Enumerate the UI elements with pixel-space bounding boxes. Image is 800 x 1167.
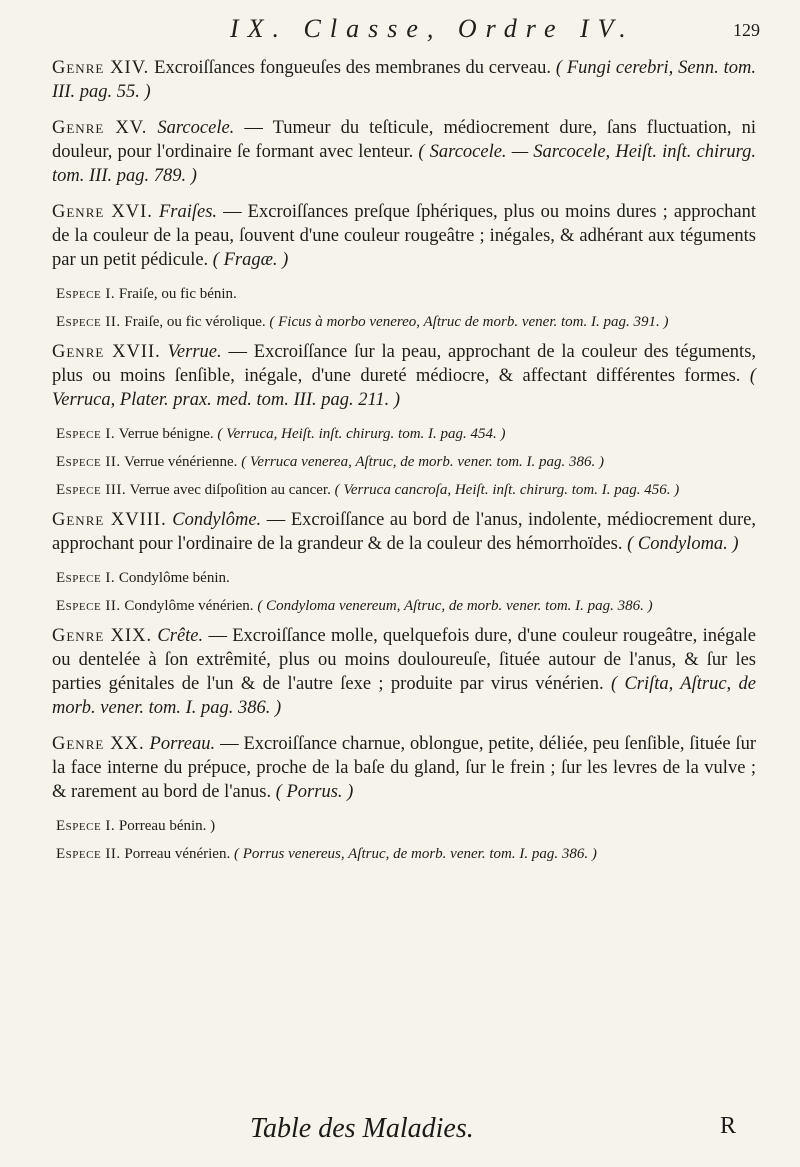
genre-name: Verrue. (167, 342, 222, 362)
genre-heading: Genre XVII. (52, 342, 161, 362)
espece-heading: Espece II. (56, 454, 121, 470)
genre-heading: Genre XV. (52, 118, 148, 138)
genre-reference: ( Verruca, Plater. prax. med. tom. III. pag. 211. ) (52, 366, 756, 410)
genre-description: — Excroiſſance ſur la peau, approchant de la couleur des téguments, plus ou moins ſenſible, inégale, d'une dureté médiocre, & affectant différentes formes. (52, 342, 757, 386)
genre-reference: ( Sarcocele. — Sarcocele, Heiſt. inſt. chirurg. tom. III. pag. 789. ) (52, 142, 756, 186)
espece-reference: ( Verruca venerea, Aſtruc, de morb. vener. tom. I. pag. 386. ) (241, 454, 605, 470)
genre-entry (52, 116, 756, 188)
espece-entry (56, 424, 756, 444)
genre-description: — Excroiſſance molle, quelquefois dure, d'une couleur rougeâtre, inégale ou dentelée à ſon extrêmité, plus ou moins douloureuſe, ſituée autour de l'anus, & ſur les parties génitales de l'un & de l'autre ſexe ; produite par virus vénérien. (52, 626, 756, 694)
signature-mark: R (720, 1113, 737, 1139)
genre-reference: ( Condyloma. ) (627, 534, 739, 554)
espece-reference: ( Verruca, Heiſt. inſt. chirurg. tom. I. pag. 454. ) (217, 426, 506, 442)
page-body (52, 56, 756, 872)
espece-description: Fraiſe, ou fic bénin. (118, 286, 237, 302)
espece-heading: Espece II. (56, 598, 121, 614)
genre-description: Excroiſſances fongueuſes des membranes du cerveau. (154, 58, 551, 78)
espece-entry (56, 284, 756, 304)
genre-entry (52, 200, 756, 272)
genre-description: — Excroiſſances preſque ſphériques, plus ou moins dures ; approchant de la couleur de la peau, ſouvent d'une couleur rougeâtre ; inégales, & adhérant aux téguments par un petit pédicule. (52, 202, 757, 270)
genre-heading: Genre XIV. (52, 58, 150, 78)
genre-entry (52, 732, 756, 804)
espece-description: Porreau bénin. ) (118, 818, 216, 834)
espece-heading: Espece I. (56, 286, 116, 302)
genre-description: — Excroiſſance charnue, oblongue, petite, déliée, peu ſenſible, ſituée ſur la face interne du prépuce, proche de la baſe du gland, ſur le frein ; ſur les levres de la vulve ; & rarement au bord de l'anus. (52, 734, 757, 802)
espece-entry (56, 844, 756, 864)
espece-description: Condylôme bénin. (118, 570, 230, 586)
genre-heading: Genre XVI. (52, 202, 153, 222)
running-head-title: IX. Classe, Ordre IV. (230, 14, 635, 43)
espece-description: Verrue bénigne. (118, 426, 214, 442)
espece-entry (56, 452, 756, 472)
espece-entry (56, 596, 756, 616)
espece-heading: Espece III. (56, 482, 127, 498)
genre-entry (52, 508, 756, 556)
genre-name: Crête. (157, 626, 204, 646)
genre-reference: ( Porrus. ) (275, 782, 354, 802)
genre-description: — Excroiſſance au bord de l'anus, indolente, médiocrement dure, approchant pour l'ordinaire de la grandeur & de la couleur des hémorrhoïdes. (52, 510, 756, 554)
genre-reference: ( Fragæ. ) (212, 250, 289, 270)
running-head (0, 14, 800, 48)
espece-description: Porreau vénérien. (124, 846, 231, 862)
espece-entry (56, 816, 756, 836)
catchword: Table des Maladies. (250, 1113, 474, 1144)
espece-description: Fraiſe, ou fic vérolique. (124, 314, 266, 330)
espece-reference: ( Porrus venereus, Aſtruc, de morb. vener. tom. I. pag. 386. ) (233, 846, 597, 862)
espece-reference: ( Condyloma venereum, Aſtruc, de morb. vener. tom. I. pag. 386. ) (257, 598, 653, 614)
genre-entry (52, 56, 756, 104)
genre-name: Condylôme. (172, 510, 262, 530)
espece-heading: Espece II. (56, 846, 121, 862)
espece-heading: Espece I. (56, 426, 116, 442)
espece-description: Verrue vénérienne. (124, 454, 238, 470)
genre-heading: Genre XX. (52, 734, 145, 754)
genre-entry (52, 340, 756, 412)
espece-heading: Espece I. (56, 818, 116, 834)
espece-heading: Espece I. (56, 570, 116, 586)
genre-name: Sarcocele. (157, 118, 235, 138)
genre-heading: Genre XIX. (52, 626, 153, 646)
espece-entry (56, 312, 756, 332)
genre-description: — Tumeur du teſticule, médiocrement dure, ſans fluctuation, ni douleur, pour l'ordinaire ſe formant avec lenteur. (52, 118, 757, 162)
genre-reference: ( Fungi cerebri, Senn. tom. III. pag. 55. ) (52, 58, 756, 102)
genre-reference: ( Criſta, Aſtruc, de morb. vener. tom. I. pag. 386. ) (52, 674, 756, 718)
espece-reference: ( Ficus à morbo venereo, Aſtruc de morb. vener. tom. I. pag. 391. ) (269, 314, 669, 330)
page-number: 129 (733, 20, 760, 40)
espece-description: Condylôme vénérien. (124, 598, 254, 614)
genre-heading: Genre XVIII. (52, 510, 167, 530)
espece-entry (56, 568, 756, 588)
espece-description: Verrue avec diſpoſition au cancer. (129, 482, 331, 498)
espece-heading: Espece II. (56, 314, 121, 330)
espece-entry (56, 480, 756, 500)
genre-name: Fraiſes. (158, 202, 218, 222)
espece-reference: ( Verruca cancroſa, Heiſt. inſt. chirurg. tom. I. pag. 456. ) (334, 482, 680, 498)
genre-entry (52, 624, 756, 720)
genre-name: Porreau. (149, 734, 216, 754)
